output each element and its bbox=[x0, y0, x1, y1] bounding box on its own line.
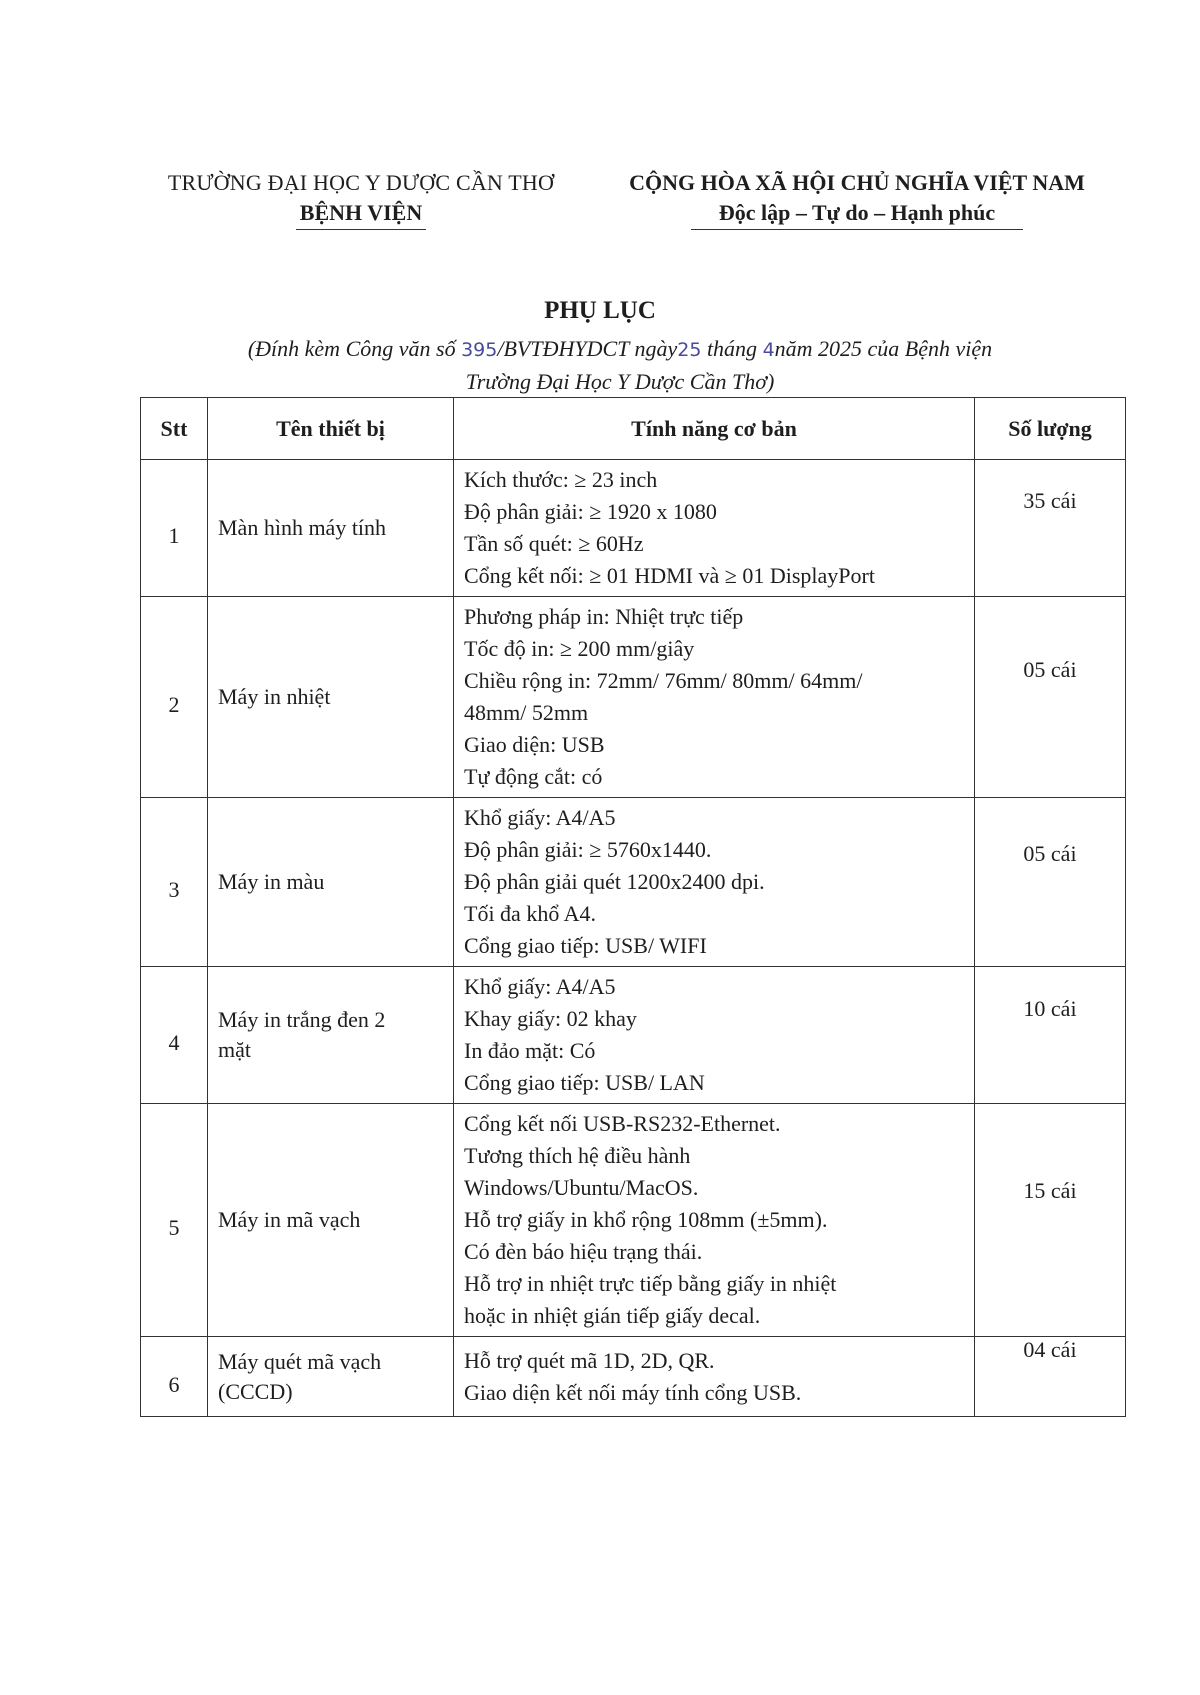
handwritten-day: 25 bbox=[677, 339, 702, 361]
feature-line: Hỗ trợ giấy in khổ rộng 108mm (±5mm). bbox=[464, 1207, 828, 1232]
cell-stt: 2 bbox=[141, 597, 208, 798]
issuer-underline bbox=[296, 229, 426, 230]
cell-stt: 3 bbox=[141, 798, 208, 967]
cell-features bbox=[454, 1337, 975, 1417]
cell-features bbox=[454, 1104, 975, 1337]
page-title: PHỤ LỤC bbox=[544, 297, 656, 324]
feature-line: Độ phân giải: ≥ 1920 x 1080 bbox=[464, 499, 717, 524]
cell-device-name bbox=[208, 1337, 454, 1417]
feature-line: In đảo mặt: Có bbox=[464, 1038, 596, 1063]
reference-line-1 bbox=[160, 333, 1080, 366]
issuer-block bbox=[146, 170, 576, 230]
device-name-line: Máy in nhiệt bbox=[218, 684, 331, 709]
cell-device-name bbox=[208, 967, 454, 1104]
feature-line: Windows/Ubuntu/MacOS. bbox=[464, 1175, 699, 1200]
motto: Độc lập – Tự do – Hạnh phúc bbox=[718, 200, 996, 225]
cell-stt: 4 bbox=[141, 967, 208, 1104]
ref-part-1: (Đính kèm Công văn số bbox=[247, 336, 462, 361]
feature-line: Có đèn báo hiệu trạng thái. bbox=[464, 1239, 703, 1264]
header-features: Tính năng cơ bản bbox=[454, 398, 975, 460]
feature-line: Tự động cắt: có bbox=[464, 764, 603, 789]
equipment-table bbox=[140, 397, 1126, 1417]
table-row bbox=[141, 967, 1126, 1104]
feature-line: Khay giấy: 02 khay bbox=[464, 1006, 637, 1031]
feature-line: Độ phân giải quét 1200x2400 dpi. bbox=[464, 869, 765, 894]
country-name: CỘNG HÒA XÃ HỘI CHỦ NGHĨA VIỆT NAM bbox=[629, 170, 1085, 195]
table-row bbox=[141, 798, 1126, 967]
feature-line: Hỗ trợ in nhiệt trực tiếp bằng giấy in nhiệt bbox=[464, 1271, 837, 1296]
feature-line: Tốc độ in: ≥ 200 mm/giây bbox=[464, 636, 695, 661]
cell-features bbox=[454, 460, 975, 597]
handwritten-doc-number: 395 bbox=[461, 339, 498, 361]
feature-line: Hỗ trợ quét mã 1D, 2D, QR. bbox=[464, 1347, 715, 1373]
table-header-row bbox=[141, 398, 1126, 460]
feature-line: Cổng kết nối: ≥ 01 HDMI và ≥ 01 DisplayPort bbox=[464, 563, 875, 588]
feature-line: Giao diện: USB bbox=[464, 732, 605, 757]
header-quantity: Số lượng bbox=[975, 398, 1126, 460]
table-row bbox=[141, 1104, 1126, 1337]
table-row bbox=[141, 460, 1126, 597]
ref-part-4: năm 2025 của Bệnh viện bbox=[774, 336, 993, 361]
table-row bbox=[141, 597, 1126, 798]
feature-line: Cổng giao tiếp: USB/ WIFI bbox=[464, 933, 707, 958]
national-motto-block bbox=[592, 170, 1122, 230]
cell-features bbox=[454, 798, 975, 967]
reference-line-2: Trường Đại Học Y Dược Cần Thơ) bbox=[465, 369, 775, 394]
feature-line: Cổng kết nối USB-RS232-Ethernet. bbox=[464, 1111, 781, 1136]
cell-quantity: 10 cái bbox=[975, 967, 1126, 1104]
cell-quantity: 04 cái bbox=[975, 1337, 1126, 1417]
device-name-line: (CCCD) bbox=[218, 1378, 293, 1404]
hospital-name: BỆNH VIỆN bbox=[299, 200, 423, 225]
attachment-reference bbox=[160, 333, 1080, 398]
cell-quantity: 05 cái bbox=[975, 798, 1126, 967]
feature-line: Tương thích hệ điều hành bbox=[464, 1143, 691, 1168]
device-name-line: Máy quét mã vạch bbox=[218, 1348, 382, 1374]
cell-device-name bbox=[208, 1104, 454, 1337]
table-row bbox=[141, 1337, 1126, 1417]
university-name: TRƯỜNG ĐẠI HỌC Y DƯỢC CẦN THƠ bbox=[167, 170, 555, 195]
device-name-line: Màn hình máy tính bbox=[218, 515, 387, 540]
ref-part-3: tháng bbox=[701, 336, 763, 361]
cell-stt: 5 bbox=[141, 1104, 208, 1337]
feature-line: Khổ giấy: A4/A5 bbox=[464, 974, 616, 999]
device-name-line: mặt bbox=[218, 1037, 251, 1062]
cell-stt: 6 bbox=[141, 1337, 208, 1417]
feature-line: Phương pháp in: Nhiệt trực tiếp bbox=[464, 604, 744, 629]
cell-quantity: 35 cái bbox=[975, 460, 1126, 597]
feature-line: Cổng giao tiếp: USB/ LAN bbox=[464, 1070, 705, 1095]
device-name-line: Máy in trắng đen 2 bbox=[218, 1007, 386, 1032]
cell-stt: 1 bbox=[141, 460, 208, 597]
cell-quantity: 05 cái bbox=[975, 597, 1126, 798]
motto-underline bbox=[691, 229, 1023, 230]
header-stt: Stt bbox=[141, 398, 208, 460]
ref-part-2: /BVTĐHYDCT ngày bbox=[497, 336, 678, 361]
feature-line: Tối đa khổ A4. bbox=[464, 901, 596, 926]
feature-line: Kích thước: ≥ 23 inch bbox=[464, 467, 658, 492]
cell-device-name bbox=[208, 798, 454, 967]
feature-line: Giao diện kết nối máy tính cổng USB. bbox=[464, 1379, 802, 1405]
cell-device-name bbox=[208, 460, 454, 597]
feature-line: Độ phân giải: ≥ 5760x1440. bbox=[464, 837, 712, 862]
table-body bbox=[141, 460, 1126, 1417]
cell-quantity: 15 cái bbox=[975, 1104, 1126, 1337]
cell-device-name bbox=[208, 597, 454, 798]
cell-features bbox=[454, 967, 975, 1104]
header-name: Tên thiết bị bbox=[208, 398, 454, 460]
device-name-line: Máy in màu bbox=[218, 869, 325, 894]
feature-line: Tần số quét: ≥ 60Hz bbox=[464, 531, 644, 556]
cell-features bbox=[454, 597, 975, 798]
feature-line: Chiều rộng in: 72mm/ 76mm/ 80mm/ 64mm/ bbox=[464, 668, 863, 693]
device-name-line: Máy in mã vạch bbox=[218, 1207, 361, 1232]
feature-line: 48mm/ 52mm bbox=[464, 700, 589, 725]
feature-line: Khổ giấy: A4/A5 bbox=[464, 805, 616, 830]
handwritten-month: 4 bbox=[762, 339, 775, 361]
feature-line: hoặc in nhiệt gián tiếp giấy decal. bbox=[464, 1303, 761, 1328]
